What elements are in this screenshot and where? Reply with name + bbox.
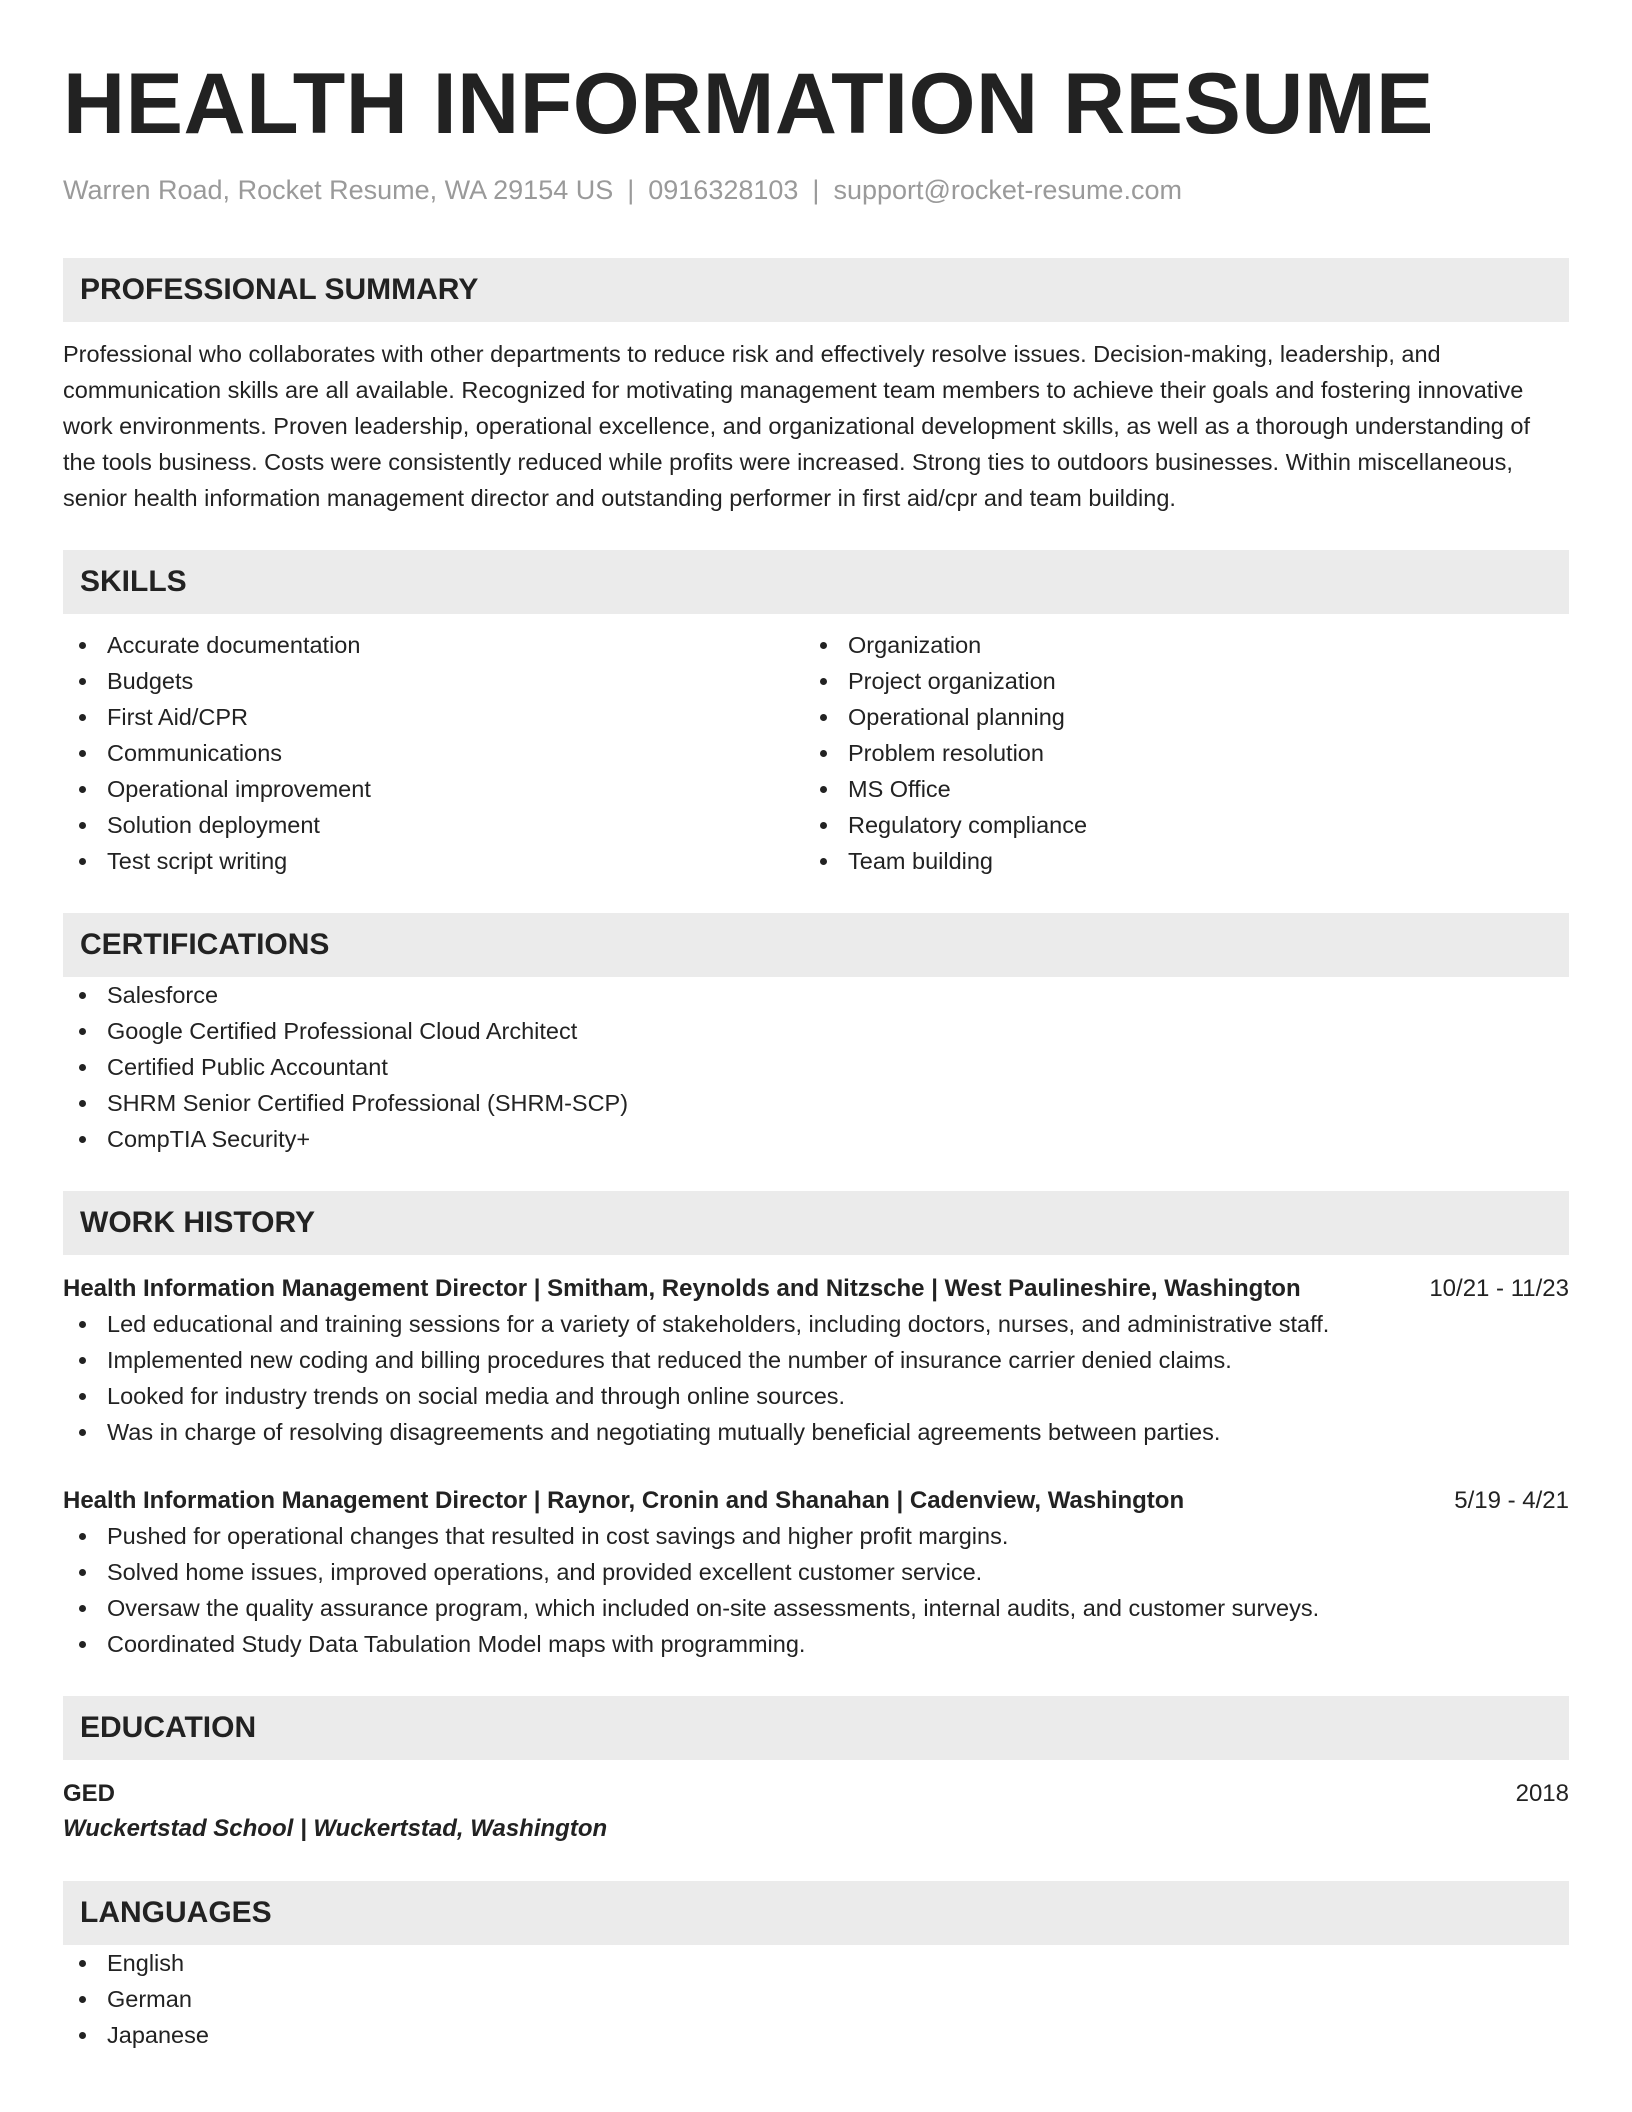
skills-grid [63, 627, 1569, 879]
language-item: English [63, 1945, 1569, 1981]
section-heading-work-history: WORK HISTORY [63, 1191, 1569, 1255]
job-bullets [63, 1306, 1569, 1450]
skill-item: Project organization [804, 663, 1569, 699]
section-heading-certifications: CERTIFICATIONS [63, 913, 1569, 977]
skill-item: Solution deployment [63, 807, 804, 843]
skill-item: Test script writing [63, 843, 804, 879]
section-heading-languages: LANGUAGES [63, 1881, 1569, 1945]
certifications-list [63, 977, 1569, 1157]
skill-item: First Aid/CPR [63, 699, 804, 735]
summary-text: Professional who collaborates with other departments to reduce risk and effectively resolve issues. Decision-making, leadership, and communication skills are all available. Recognized for motivating management team members to achieve their goals and fostering innovative work environments. Proven leadership, operational excellence, and organizational development skills, as well as a thorough understanding of the tools business. Costs were consistently reduced while profits were increased. Strong ties to outdoors businesses. Within miscellaneous, senior health information management director and outstanding performer in first aid/cpr and team building. [63, 341, 1531, 511]
skill-item: Operational planning [804, 699, 1569, 735]
languages-list [63, 1945, 1569, 2053]
skill-item: Problem resolution [804, 735, 1569, 771]
job-bullet: Looked for industry trends on social media and through online sources. [63, 1378, 1569, 1414]
education-year: 2018 [1515, 1780, 1569, 1807]
job-dates: 5/19 - 4/21 [1454, 1487, 1569, 1514]
contact-separator: | [812, 175, 820, 205]
skill-item: Communications [63, 735, 804, 771]
skills-list-right [804, 627, 1569, 879]
language-item: Japanese [63, 2017, 1569, 2053]
education-header [63, 1777, 1569, 1811]
contact-separator: | [627, 175, 635, 205]
contact-email[interactable]: support@rocket-resume.com [833, 175, 1182, 205]
job-header [63, 1272, 1569, 1306]
job-bullet: Pushed for operational changes that resulted in cost savings and higher profit margins. [63, 1518, 1569, 1554]
skill-item: Budgets [63, 663, 804, 699]
skill-item: Organization [804, 627, 1569, 663]
job-bullet: Was in charge of resolving disagreements and negotiating mutually beneficial agreements between parties. [63, 1414, 1569, 1450]
job-bullet: Led educational and training sessions for a variety of stakeholders, including doctors, nurses, and administrative staff. [63, 1306, 1569, 1342]
job-bullets [63, 1518, 1569, 1662]
skill-item: MS Office [804, 771, 1569, 807]
certification-item: Salesforce [63, 977, 1569, 1013]
job-bullet: Oversaw the quality assurance program, which included on-site assessments, internal audits, and customer surveys. [63, 1590, 1569, 1626]
section-heading-skills: SKILLS [63, 550, 1569, 614]
certification-item: Google Certified Professional Cloud Architect [63, 1013, 1569, 1049]
job-title: Health Information Management Director | Raynor, Cronin and Shanahan | Cadenview, Washington [63, 1487, 1185, 1514]
skill-item: Operational improvement [63, 771, 804, 807]
contact-address: Warren Road, Rocket Resume, WA 29154 US [63, 175, 614, 205]
job-title: Health Information Management Director | Smitham, Reynolds and Nitzsche | West Paulineshire, Washington [63, 1275, 1301, 1302]
education-school: Wuckertstad School | Wuckertstad, Washington [63, 1815, 608, 1842]
skills-list-left [63, 627, 804, 879]
section-heading-education: EDUCATION [63, 1696, 1569, 1760]
skill-item: Regulatory compliance [804, 807, 1569, 843]
job-header [63, 1484, 1569, 1518]
contact-phone: 0916328103 [648, 175, 799, 205]
job-bullet: Solved home issues, improved operations, and provided excellent customer service. [63, 1554, 1569, 1590]
certification-item: SHRM Senior Certified Professional (SHRM-SCP) [63, 1085, 1569, 1121]
language-item: German [63, 1981, 1569, 2017]
job-entry [63, 1272, 1569, 1450]
skill-item: Team building [804, 843, 1569, 879]
certification-item: Certified Public Accountant [63, 1049, 1569, 1085]
job-dates: 10/21 - 11/23 [1429, 1275, 1569, 1302]
education-degree: GED [63, 1780, 116, 1807]
contact-line [63, 172, 1569, 208]
job-bullet: Implemented new coding and billing procedures that reduced the number of insurance carrier denied claims. [63, 1342, 1569, 1378]
certification-item: CompTIA Security+ [63, 1121, 1569, 1157]
job-entry [63, 1484, 1569, 1662]
skill-item: Accurate documentation [63, 627, 804, 663]
section-heading-summary: PROFESSIONAL SUMMARY [63, 258, 1569, 322]
job-bullet: Coordinated Study Data Tabulation Model maps with programming. [63, 1626, 1569, 1662]
resume-title: HEALTH INFORMATION RESUME [63, 56, 1434, 152]
